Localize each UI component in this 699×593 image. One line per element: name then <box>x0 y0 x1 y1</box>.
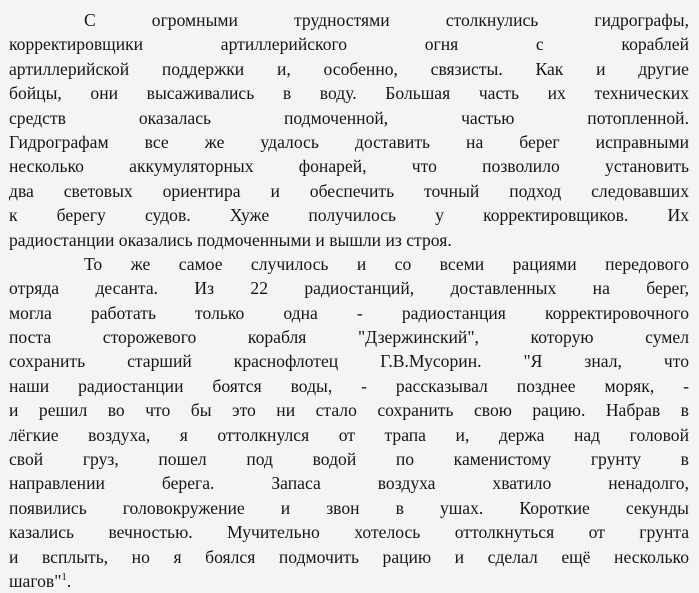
text-line: Гидрографам все же удалось доставить на берег исправными <box>9 131 689 152</box>
paragraph-1 <box>9 8 689 252</box>
text-line: наши радиостанции боятся воды, - рассказывал позднее моряк, - <box>9 375 689 396</box>
text-line: радиостанции оказались подмоченными и вышли из строя. <box>9 229 452 250</box>
closing-punctuation: . <box>66 570 72 591</box>
text-line: То же самое случилось и со всеми рациями передового <box>84 253 689 274</box>
text-line: артиллерийской поддержки и, особенно, связисты. Как и другие <box>9 58 689 79</box>
footnote-mark: 1 <box>61 571 67 584</box>
text-line: свой груз, пошел под водой по каменистому грунту в <box>9 449 689 470</box>
text-line: могла работать только одна - радиостанция корректировочного <box>9 302 689 323</box>
text-line: корректировщики артиллерийского огня с кораблей <box>9 34 689 55</box>
text-line: и решил во что бы это ни стало сохранить свою рацию. Набрав в <box>9 400 689 421</box>
text-line: казались вечностью. Мучительно хотелось оттолкнуться от грунта <box>9 522 689 543</box>
text-line: и всплыть, но я боялся подмочить рацию и сделал ещё несколько <box>9 546 689 567</box>
text-line: средств оказалась подмоченной, частью потопленной. <box>9 107 689 128</box>
text-line: несколько аккумуляторных фонарей, что позволило установить <box>9 156 689 177</box>
paragraph-2 <box>9 252 689 593</box>
text-line: лёгкие воздуха, я оттолкнулся от трапа и, держа над головой <box>9 424 689 445</box>
final-line-text: шагов" <box>9 570 62 591</box>
text-line: появились головокружение и звон в ушах. Короткие секунды <box>9 497 689 518</box>
text-line: отряда десанта. Из 22 радиостанций, доставленных на берег, <box>9 278 689 299</box>
text-line: бойцы, они высаживались в воду. Большая часть их технических <box>9 83 689 104</box>
text-line: два световых ориентира и обеспечить точный подход следовавших <box>9 180 689 201</box>
final-text-line <box>9 569 689 593</box>
text-line: сохранить старший краснофлотец Г.В.Мусорин. "Я знал, что <box>9 351 689 372</box>
text-line: направлении берега. Запаса воздуха хватило ненадолго, <box>9 473 689 494</box>
text-line: поста сторожевого корабля "Дзержинский", которую сумел <box>9 327 689 348</box>
text-line: С огромными трудностями столкнулись гидрографы, <box>84 10 689 30</box>
text-line: к берегу судов. Хуже получилось у корректировщиков. Их <box>9 205 689 226</box>
